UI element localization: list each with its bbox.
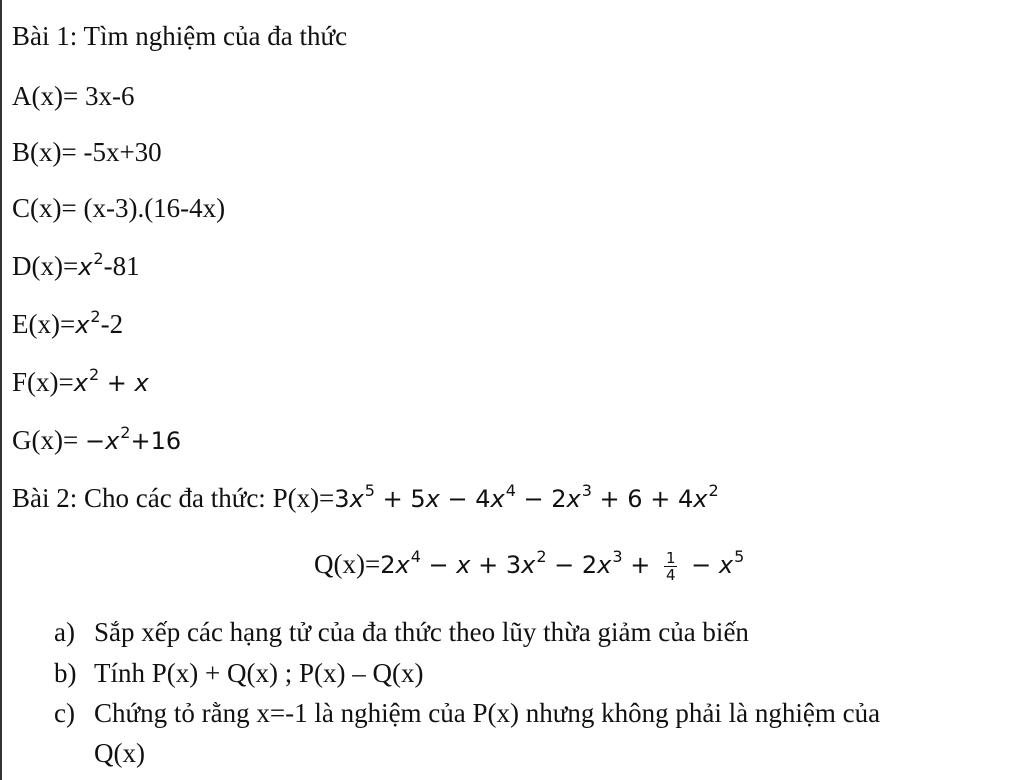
bai2-title-text: Bài 2: Cho các đa thức: xyxy=(12,483,273,513)
poly-p-t3-coef: 4 xyxy=(475,485,491,513)
poly-q-op3: − xyxy=(546,551,582,579)
poly-p-t1-var: x xyxy=(349,485,364,513)
poly-q-t3-var: x xyxy=(521,551,536,579)
poly-a xyxy=(12,80,134,112)
poly-g-exp: 2 xyxy=(120,423,131,442)
bai2-p-line xyxy=(12,482,719,518)
poly-q-t1-exp: 4 xyxy=(410,547,421,566)
poly-g-lhs: G(x)= xyxy=(12,425,85,455)
poly-p-t6-coef: 4 xyxy=(677,485,694,513)
poly-p-op3: − xyxy=(515,485,552,513)
poly-g-rest: +16 xyxy=(130,427,182,455)
task-a-text: Sắp xếp các hạng tử của đa thức theo lũy thừa giảm của biến xyxy=(94,617,749,647)
poly-f-var: x xyxy=(73,369,88,397)
poly-q-t4-var: x xyxy=(597,551,612,579)
task-c-label: c) xyxy=(54,698,75,728)
poly-p-op2: − xyxy=(439,485,476,513)
poly-q-t2-var: x xyxy=(456,551,471,579)
poly-p-t1-exp: 5 xyxy=(364,481,375,500)
poly-c-lhs: C(x)= xyxy=(12,193,84,223)
poly-f-rest: + xyxy=(99,369,135,397)
poly-q-fraction xyxy=(664,550,678,583)
poly-p-t6-exp: 2 xyxy=(708,481,719,500)
poly-d-rest: -81 xyxy=(103,251,140,281)
poly-q-op2: + xyxy=(470,551,506,579)
poly-q-t3-coef: 3 xyxy=(505,551,522,579)
poly-p-t5-const: 6 xyxy=(627,485,643,513)
poly-e-rest: -2 xyxy=(100,309,124,339)
poly-p-t6-var: x xyxy=(693,485,708,513)
poly-q-t3-exp: 2 xyxy=(536,547,547,566)
poly-q-op5: − xyxy=(683,551,719,579)
poly-q-t4-coef: 2 xyxy=(581,551,598,579)
poly-f-var2: x xyxy=(134,369,149,397)
poly-q-t6-var: x xyxy=(718,551,734,579)
poly-d xyxy=(12,250,140,286)
poly-q-op4: + xyxy=(622,551,658,579)
poly-c xyxy=(12,192,225,224)
task-b-label: b) xyxy=(54,658,77,688)
poly-e-var: x xyxy=(75,311,90,339)
task-c-text: Chứng tỏ rằng x=-1 là nghiệm của P(x) nhưng không phải là nghiệm của xyxy=(94,698,881,728)
poly-q-t4-exp: 3 xyxy=(612,547,623,566)
task-c xyxy=(54,697,880,729)
bai1-title-text: Bài 1: Tìm nghiệm của đa thức xyxy=(12,21,348,51)
task-a-label: a) xyxy=(54,617,75,647)
poly-q-frac-denominator: 4 xyxy=(665,566,676,585)
task-a xyxy=(54,616,749,648)
poly-e-lhs: E(x)= xyxy=(12,309,76,339)
poly-b xyxy=(12,136,162,168)
poly-f-exp: 2 xyxy=(88,365,100,384)
task-c-cont-text: Q(x) xyxy=(94,738,145,768)
poly-q-t1-coef: 2 xyxy=(380,551,396,579)
poly-p-t3-var: x xyxy=(490,485,505,513)
task-b xyxy=(54,657,423,689)
poly-d-var: x xyxy=(78,253,93,281)
poly-p-t4-coef: 2 xyxy=(551,485,567,513)
poly-e-exp: 2 xyxy=(90,307,101,326)
poly-g-minus: − xyxy=(84,427,106,455)
poly-p-t4-var: x xyxy=(566,485,581,513)
poly-c-rhs: (x-3).(16-4x) xyxy=(83,193,226,223)
poly-p-op5: + xyxy=(642,485,678,513)
poly-d-exp: 2 xyxy=(93,249,104,268)
poly-p-op1: + xyxy=(374,485,411,513)
poly-p-t2-coef: 5 xyxy=(410,485,426,513)
poly-p-t2-var: x xyxy=(425,485,440,513)
poly-g-var: x xyxy=(105,427,120,455)
poly-a-lhs: A(x)= xyxy=(12,81,85,111)
poly-f-lhs: F(x)= xyxy=(12,367,74,397)
bai2-q-line xyxy=(314,548,744,584)
poly-q-t1-var: x xyxy=(395,551,410,579)
poly-p-t4-exp: 3 xyxy=(581,481,592,500)
task-b-text: Tính P(x) + Q(x) ; P(x) – Q(x) xyxy=(94,658,424,688)
poly-p-t1-coef: 3 xyxy=(334,485,350,513)
poly-b-rhs: -5x+30 xyxy=(83,137,162,167)
poly-f xyxy=(12,366,149,402)
poly-q-frac-numerator: 1 xyxy=(665,549,676,568)
poly-q-lhs: Q(x)= xyxy=(314,549,381,579)
poly-p-op4: + xyxy=(591,485,628,513)
poly-g xyxy=(12,424,181,460)
poly-p-lhs: P(x)= xyxy=(272,483,335,513)
poly-d-lhs: D(x)= xyxy=(12,251,79,281)
poly-e xyxy=(12,308,123,344)
poly-q-t6-exp: 5 xyxy=(734,547,745,566)
poly-q-op1: − xyxy=(420,551,457,579)
poly-b-lhs: B(x)= xyxy=(12,137,84,167)
poly-p-t3-exp: 4 xyxy=(505,481,516,500)
bai1-title xyxy=(12,20,347,52)
task-c-continuation xyxy=(94,737,145,769)
poly-a-rhs: 3x-6 xyxy=(84,81,135,111)
